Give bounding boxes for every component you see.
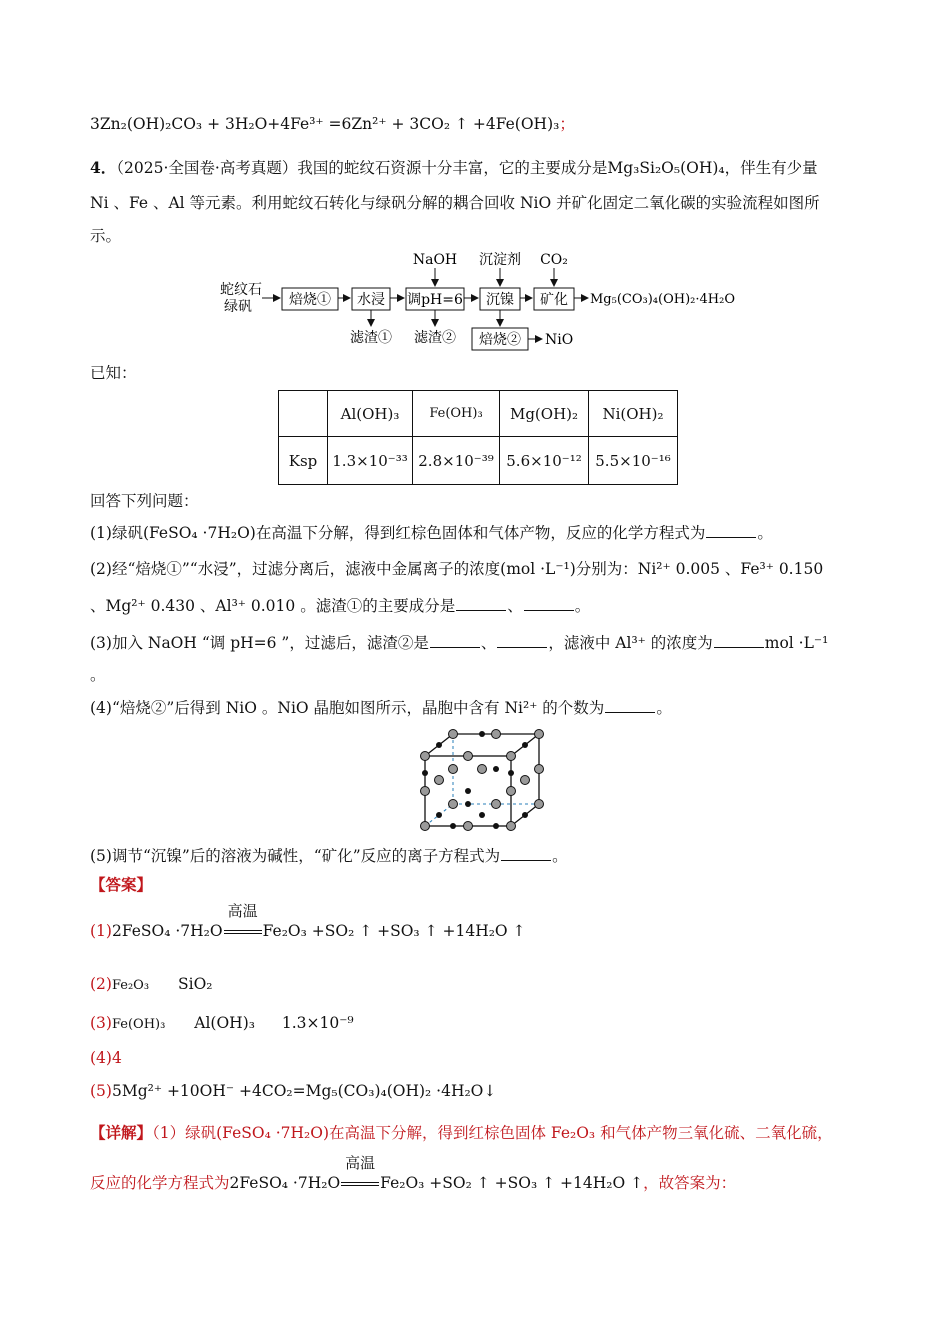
- ksp-header-4: Ni(OH)₂: [589, 391, 678, 437]
- q2-line-1: (2)经“焙烧①”“水浸”，过滤分离后，滤液中金属离子的浓度(mol ·L⁻¹)分别为：Ni²⁺ 0.005 、Fe³⁺ 0.150: [90, 560, 824, 578]
- ksp-header-3: Mg(OH)₂: [500, 391, 589, 437]
- q2-blank-1[interactable]: [456, 596, 506, 611]
- question-source: （2025·全国卷·高考真题）: [116, 159, 298, 177]
- answer-3-item-1: Fe(OH)₃: [111, 1017, 166, 1032]
- answer-3-item-2: Al(OH)₃: [194, 1014, 255, 1032]
- flow-input-2: 绿矾: [224, 300, 252, 315]
- answer-5: [90, 1080, 496, 1102]
- q1: [90, 522, 773, 544]
- prompt: 回答下列问题：: [90, 492, 199, 510]
- q3-blank-2[interactable]: [497, 633, 547, 648]
- ni-ion-corner: [421, 752, 430, 761]
- flow-step-ph: 调pH=6: [407, 292, 463, 308]
- flow-reagent-naoh: NaOH: [412, 252, 458, 268]
- answer-1-condition: 高温: [227, 902, 258, 920]
- q3-text: (3)加入 NaOH “调 pH=6 ”，过滤后，滤渣②是: [90, 634, 429, 652]
- explain-text-2: 反应的化学方程式为: [90, 1174, 230, 1192]
- explain-condition: 高温: [345, 1154, 376, 1172]
- answer-1: [90, 902, 526, 942]
- answer-5-eq: 5Mg²⁺ +10OH⁻ +4CO₂=Mg₅(CO₃)₄(OH)₂ ·4H₂O↓: [111, 1082, 497, 1100]
- nio-crystal-cell: [415, 728, 555, 832]
- answer-2-item-1: Fe₂O₃: [111, 978, 150, 993]
- explain-line-2: [90, 1154, 737, 1194]
- q5-text: (5)调节“沉镍”后的溶液为碱性，“矿化”反应的离子方程式为: [90, 847, 501, 865]
- ksp-value-3: 5.6×10⁻¹²: [500, 437, 589, 485]
- answer-1-label: (1): [90, 922, 112, 940]
- q1-end: 。: [757, 524, 773, 542]
- flow-step-leach: 水浸: [357, 292, 385, 308]
- q2-line-2: [90, 595, 590, 617]
- q5-end: 。: [552, 847, 568, 865]
- question-line-3: 示。: [90, 227, 122, 245]
- top-equation: [90, 113, 575, 135]
- explain-end: ，故答案为：: [643, 1174, 737, 1192]
- question-intro-1: 我国的蛇纹石资源十分丰富，它的主要成分是: [297, 159, 608, 177]
- q4-end: 。: [656, 699, 672, 717]
- ksp-value-1: 1.3×10⁻³³: [328, 437, 413, 485]
- explain-rhs: Fe₂O₃ +SO₂ ↑ +SO₃ ↑ +14H₂O ↑: [380, 1174, 644, 1192]
- flow-input-1: 蛇纹石: [220, 283, 262, 298]
- answer-2-item-2: SiO₂: [178, 975, 213, 993]
- answer-5-label: (5): [90, 1082, 112, 1100]
- question-number: 4．: [90, 158, 117, 177]
- question-intro-1b: ，伴生有少量: [724, 159, 818, 177]
- answer-2-label: (2): [90, 975, 112, 993]
- q2-text: 、Mg²⁺ 0.430 、Al³⁺ 0.010 。滤渣①的主要成分是: [90, 597, 456, 615]
- q5: [90, 845, 568, 867]
- answer-3-label: (3): [90, 1014, 112, 1032]
- ksp-header-0: [279, 391, 328, 437]
- question-formula: Mg₃Si₂O₅(OH)₄: [607, 159, 725, 177]
- q3-mid: ，滤液中 Al³⁺ 的浓度为: [548, 634, 713, 652]
- o-ion: [436, 742, 442, 748]
- explain-condition-arrow: [340, 1154, 380, 1194]
- flow-step-roast-1: 焙烧①: [289, 292, 331, 308]
- q3-sep: 、: [480, 634, 497, 652]
- explain-lhs: 2FeSO₄ ·7H₂O: [229, 1174, 341, 1192]
- ksp-value-4: 5.5×10⁻¹⁶: [589, 437, 678, 485]
- flow-step-ni: 沉镍: [486, 292, 514, 308]
- flow-reagent-precipitant: 沉淀剂: [479, 252, 521, 268]
- question-line-2: Ni 、Fe 、Al 等元素。利用蛇纹石转化与绿矾分解的耦合回收 NiO 并矿化固定二氧化碳的实验流程如图所: [90, 194, 820, 212]
- ksp-header-1: Al(OH)₃: [328, 391, 413, 437]
- q3-end: 。: [90, 666, 106, 684]
- known-label: 已知：: [90, 364, 137, 382]
- flow-residue-1: 滤渣①: [350, 330, 392, 346]
- ksp-table: [278, 390, 678, 485]
- top-equation-lhs: 3Zn₂(OH)₂CO₃ + 3H₂O+4Fe³⁺: [90, 115, 324, 133]
- flow-product: Mg₅(CO₃)₄(OH)₂·4H₂O: [590, 292, 735, 307]
- answer-4: (4)4: [90, 1049, 122, 1067]
- q3-blank-3[interactable]: [714, 633, 764, 648]
- q2-blank-2[interactable]: [524, 596, 574, 611]
- q4-text: (4)“焙烧②”后得到 NiO 。NiO 晶胞如图所示，晶胞中含有 Ni²⁺ 的个数为: [90, 699, 605, 717]
- ksp-row-label: Ksp: [279, 437, 328, 485]
- q3-unit: mol ·L⁻¹: [764, 634, 829, 652]
- q5-blank[interactable]: [501, 846, 551, 861]
- q3-blank-1[interactable]: [430, 633, 480, 648]
- answer-1-lhs: 2FeSO₄ ·7H₂O: [111, 922, 223, 940]
- q4: [90, 697, 672, 719]
- q3-line-1: [90, 632, 828, 654]
- flow-residue-2: 滤渣②: [414, 330, 456, 346]
- flow-step-roast-2: 焙烧②: [479, 332, 521, 348]
- flow-nio: NiO: [545, 332, 574, 348]
- answer-title: 【答案】: [90, 875, 153, 894]
- process-flow-diagram: [210, 248, 750, 358]
- answer-3: [90, 1012, 354, 1036]
- answer-1-rhs: Fe₂O₃ +SO₂ ↑ +SO₃ ↑ +14H₂O ↑: [262, 922, 526, 940]
- explain-line-1: [90, 1122, 833, 1144]
- ksp-header-2: Fe(OH)₃: [413, 391, 500, 437]
- q2-sep: 、: [507, 597, 523, 615]
- flow-reagent-co2: CO₂: [540, 252, 568, 268]
- top-equation-rhs: =6Zn²⁺ + 3CO₂ ↑ +4Fe(OH)₃: [328, 115, 560, 133]
- flow-step-mineral: 矿化: [540, 292, 568, 308]
- ksp-value-2: 2.8×10⁻³⁹: [413, 437, 500, 485]
- answer-2: [90, 973, 213, 997]
- question-line-1: [90, 157, 818, 179]
- explain-title: 【详解】: [90, 1123, 153, 1142]
- top-equation-end: ；: [559, 115, 575, 133]
- q4-blank[interactable]: [605, 698, 655, 713]
- q1-text: (1)绿矾(FeSO₄ ·7H₂O)在高温下分解，得到红棕色固体和气体产物，反应的化学方程式为: [90, 524, 706, 542]
- q1-blank[interactable]: [706, 523, 756, 538]
- q2-end: 。: [574, 597, 591, 615]
- answer-1-condition-arrow: [223, 902, 263, 942]
- answer-3-item-3: 1.3×10⁻⁹: [281, 1014, 354, 1032]
- explain-text-1: （1）绿矾(FeSO₄ ·7H₂O)在高温下分解，得到红棕色固体 Fe₂O₃ 和气体产物三氧化硫、二氧化硫，: [152, 1124, 833, 1142]
